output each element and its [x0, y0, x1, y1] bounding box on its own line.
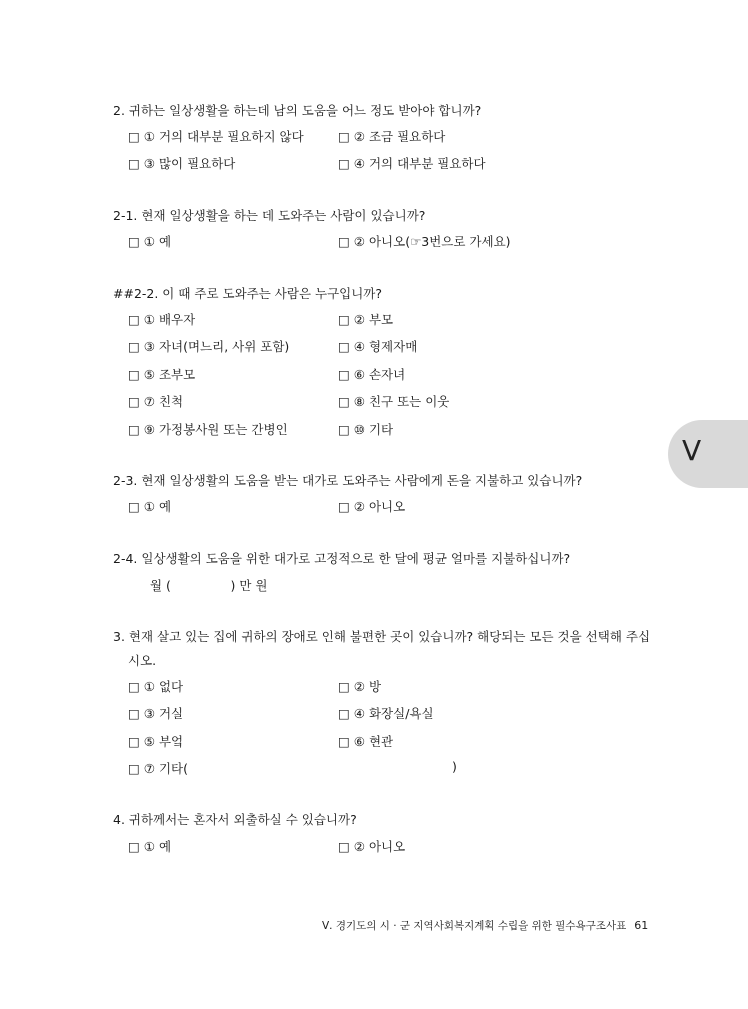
q2-option-2[interactable]: □ ② 조금 필요하다 — [338, 129, 446, 144]
q2-2-option-10[interactable]: □ ⑩ 기타 — [338, 422, 394, 437]
question-2-1: 2-1. 현재 일상생활을 하는 데 도와주는 사람이 있습니까? — [113, 208, 426, 223]
q2-1-option-2[interactable]: □ ② 아니오(☞3번으로 가세요) — [338, 234, 511, 249]
question-2-4: 2-4. 일상생활의 도움을 위한 대가로 고정적으로 한 달에 평균 얼마를 지불하십니까? — [113, 551, 571, 566]
chapter-tab — [668, 420, 748, 488]
question-2-3: 2-3. 현재 일상생활의 도움을 받는 대가로 도와주는 사람에게 돈을 지불하고 있습니까? — [113, 473, 583, 488]
q3-option-4[interactable]: □ ④ 화장실/욕실 — [338, 706, 434, 721]
q2-1-option-1[interactable]: □ ① 예 — [128, 234, 172, 249]
q3-option-5[interactable]: □ ⑤ 부엌 — [128, 734, 184, 749]
q2-2-option-9[interactable]: □ ⑨ 가정봉사원 또는 간병인 — [128, 422, 288, 437]
page-number: 61 — [634, 919, 649, 932]
q2-2-option-4[interactable]: □ ④ 형제자매 — [338, 339, 418, 354]
q3-option-7[interactable]: □ ⑦ 기타( — [128, 761, 188, 776]
question-2-2: ##2-2. 이 때 주로 도와주는 사람은 누구입니까? — [113, 286, 383, 301]
q3-option-7-close: ) — [452, 759, 457, 774]
q4-option-2[interactable]: □ ② 아니오 — [338, 839, 406, 854]
q2-2-option-5[interactable]: □ ⑤ 조부모 — [128, 367, 196, 382]
question-3-line1: 3. 현재 살고 있는 집에 귀하의 장애로 인해 불편한 곳이 있습니까? 해당되는 모든 것을 선택해 주십 — [113, 629, 651, 644]
q2-3-option-1[interactable]: □ ① 예 — [128, 499, 172, 514]
q4-option-1[interactable]: □ ① 예 — [128, 839, 172, 854]
q2-option-3[interactable]: □ ③ 많이 필요하다 — [128, 156, 236, 171]
q3-option-3[interactable]: □ ③ 거실 — [128, 706, 184, 721]
q2-3-option-2[interactable]: □ ② 아니오 — [338, 499, 406, 514]
chapter-tab-label: V — [682, 434, 702, 467]
q2-2-option-8[interactable]: □ ⑧ 친구 또는 이웃 — [338, 394, 450, 409]
q2-2-option-3[interactable]: □ ③ 자녀(며느리, 사위 포함) — [128, 339, 290, 354]
q3-option-2[interactable]: □ ② 방 — [338, 679, 382, 694]
q2-option-4[interactable]: □ ④ 거의 대부분 필요하다 — [338, 156, 486, 171]
q2-4-amount-field[interactable]: 월 ( ) 만 원 — [150, 578, 268, 593]
page-footer — [322, 918, 648, 933]
q2-2-option-2[interactable]: □ ② 부모 — [338, 312, 394, 327]
q2-2-option-7[interactable]: □ ⑦ 친척 — [128, 394, 184, 409]
footer-title: Ⅴ. 경기도의 시 · 군 지역사회복지계획 수립을 위한 필수욕구조사표 — [322, 920, 627, 932]
q3-option-1[interactable]: □ ① 없다 — [128, 679, 184, 694]
q2-option-1[interactable]: □ ① 거의 대부분 필요하지 않다 — [128, 129, 304, 144]
question-2: 2. 귀하는 일상생활을 하는데 남의 도움을 어느 정도 받아야 합니까? — [113, 103, 482, 118]
question-3-line2: 시오. — [128, 653, 157, 668]
q2-2-option-1[interactable]: □ ① 배우자 — [128, 312, 196, 327]
q2-2-option-6[interactable]: □ ⑥ 손자녀 — [338, 367, 406, 382]
q3-option-6[interactable]: □ ⑥ 현관 — [338, 734, 394, 749]
question-4: 4. 귀하께서는 혼자서 외출하실 수 있습니까? — [113, 812, 357, 827]
